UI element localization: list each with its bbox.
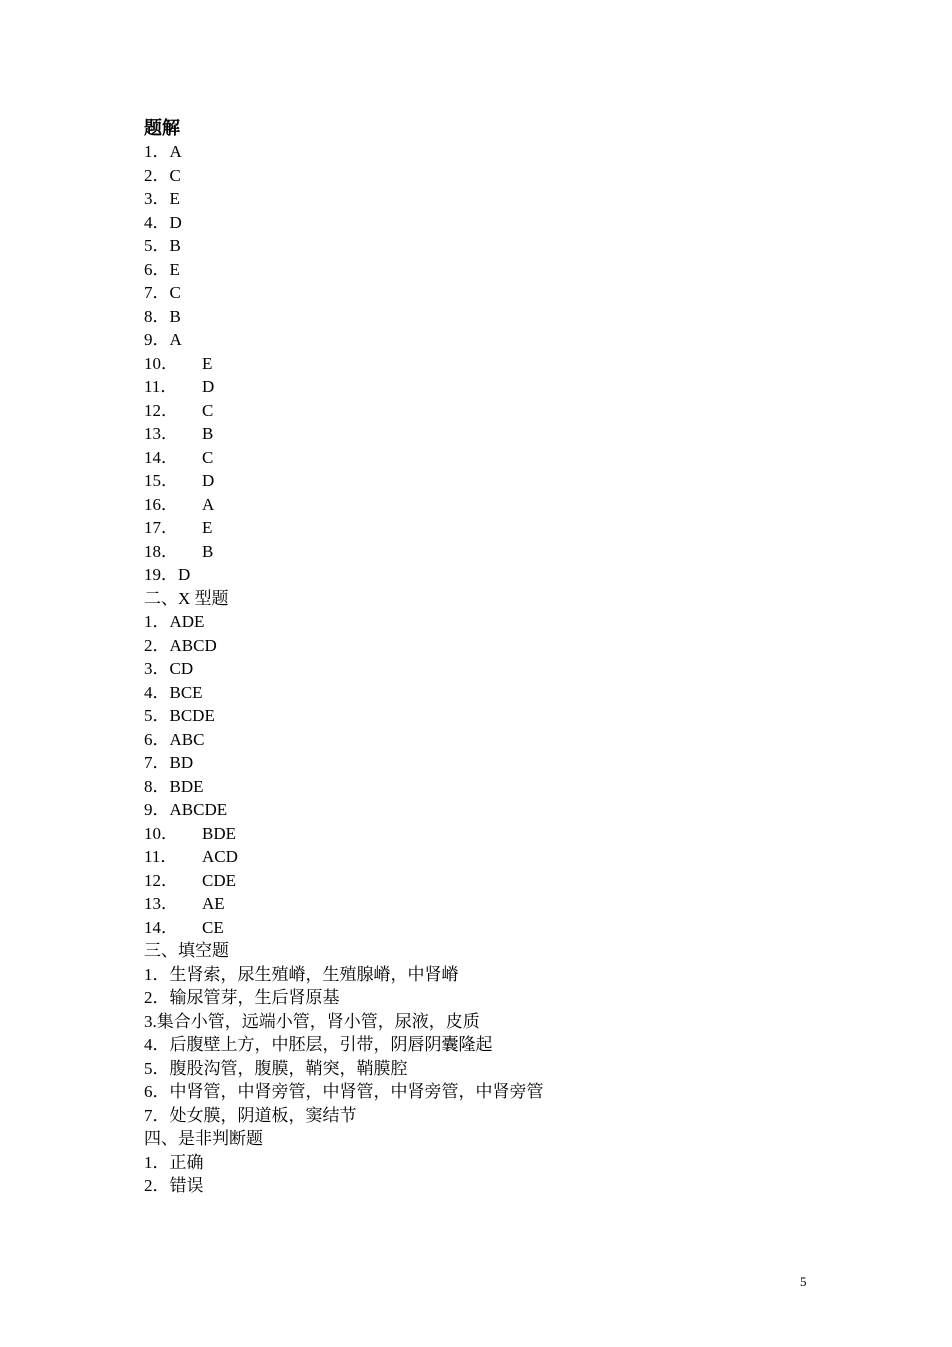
answer-number: 10．	[144, 823, 178, 843]
section-title-fill-in: 三、填空题	[144, 941, 229, 960]
answer-line	[144, 681, 844, 705]
answer-number: 14．	[144, 447, 178, 467]
answer-number: 4．	[144, 212, 170, 232]
answer-number: 6．	[144, 729, 170, 749]
answer-number: 1．	[144, 612, 170, 631]
answer-value: C	[169, 283, 181, 302]
section-title-x-type: 二、X 型题	[144, 588, 229, 608]
answer-number: 4．	[144, 682, 170, 702]
answer-line	[144, 704, 844, 728]
answer-number: 9．	[144, 800, 170, 819]
answer-line	[144, 540, 844, 564]
answer-line: 2．错误	[144, 1176, 204, 1195]
answer-value: A	[202, 494, 215, 514]
answer-line	[144, 352, 844, 376]
answer-line	[144, 258, 844, 282]
answer-number: 9．	[144, 330, 170, 349]
answer-number: 7．	[144, 753, 170, 772]
answer-line	[144, 845, 844, 869]
answer-value: ABC	[169, 729, 205, 749]
answer-value: C	[202, 400, 214, 420]
answer-value: D	[202, 377, 215, 396]
answer-line	[144, 187, 844, 211]
answer-line	[144, 164, 844, 188]
answer-line: 1．生肾索，尿生殖嵴，生殖腺嵴，中肾嵴	[144, 964, 459, 984]
answer-line	[144, 234, 844, 258]
answer-line	[144, 822, 844, 846]
answer-number: 16．	[144, 494, 178, 514]
answer-line: 7．处女膜，阴道板，窦结节	[144, 1105, 357, 1125]
answer-value: D	[178, 565, 191, 584]
answer-number: 8．	[144, 776, 170, 796]
answer-line	[144, 563, 844, 587]
answer-number: 5．	[144, 236, 170, 255]
answer-line	[144, 610, 844, 634]
answer-line	[144, 775, 844, 799]
answer-line	[144, 140, 844, 164]
answer-number: 3．	[144, 189, 170, 208]
answer-line	[144, 634, 844, 658]
answer-value: D	[202, 471, 215, 490]
answer-value: E	[169, 259, 180, 279]
answer-value: E	[169, 189, 180, 208]
answer-line	[144, 728, 844, 752]
answer-line	[144, 798, 844, 822]
answer-number: 12．	[144, 400, 178, 420]
answer-value: CE	[202, 917, 224, 937]
answer-value: A	[169, 142, 182, 161]
fill-in-answers	[144, 963, 844, 1128]
answer-number: 8．	[144, 306, 170, 326]
answer-line	[144, 869, 844, 893]
answer-line	[144, 399, 844, 423]
answer-line	[144, 516, 844, 540]
answer-line	[144, 916, 844, 940]
answer-number: 3．	[144, 659, 170, 678]
answer-value: BDE	[202, 823, 236, 843]
answer-value: CDE	[202, 870, 236, 890]
answer-value: B	[202, 424, 214, 443]
answer-value: ADE	[169, 612, 205, 631]
answer-line	[144, 375, 844, 399]
answer-number: 2．	[144, 635, 170, 655]
answer-line: 3.集合小管，远端小管，肾小管，尿液，皮质	[144, 1011, 480, 1031]
answer-number: 13．	[144, 424, 178, 443]
answer-line	[144, 493, 844, 517]
answer-line: 4．后腹壁上方，中胚层，引带，阴唇阴囊隆起	[144, 1035, 493, 1054]
answer-value: B	[169, 236, 181, 255]
answer-line: 2．输尿管芽，生后肾原基	[144, 988, 340, 1007]
answer-line	[144, 328, 844, 352]
answer-value: C	[169, 165, 181, 185]
answer-value: B	[202, 541, 214, 561]
answer-number: 11．	[144, 377, 178, 396]
answer-value: ACD	[202, 847, 238, 866]
answer-number: 17．	[144, 518, 178, 537]
multiple-choice-answers	[144, 610, 844, 939]
answer-line	[144, 305, 844, 329]
answer-number: 15．	[144, 471, 178, 490]
answer-line: 6．中肾管，中肾旁管，中肾管，中肾旁管，中肾旁管	[144, 1082, 544, 1101]
section-heading: 题解	[144, 118, 180, 138]
answer-line: 5．腹股沟管，腹膜，鞘突，鞘膜腔	[144, 1058, 408, 1078]
answer-line	[144, 422, 844, 446]
answer-number: 2．	[144, 165, 170, 185]
answer-line	[144, 446, 844, 470]
answer-line	[144, 751, 844, 775]
answer-number: 7．	[144, 283, 170, 302]
answer-number: 12．	[144, 870, 178, 890]
page-number: 5	[800, 1274, 807, 1289]
answer-value: B	[169, 306, 181, 326]
answer-value: AE	[202, 894, 225, 913]
answer-line	[144, 657, 844, 681]
single-choice-answers	[144, 140, 844, 587]
answer-line	[144, 281, 844, 305]
answer-content	[144, 116, 844, 1198]
answer-value: BD	[169, 753, 194, 772]
section-title-true-false: 四、是非判断题	[144, 1129, 263, 1148]
answer-number: 11．	[144, 847, 178, 866]
true-false-answers	[144, 1151, 844, 1198]
answer-number: 10．	[144, 353, 178, 373]
answer-value: D	[169, 212, 182, 232]
answer-value: BCE	[169, 682, 203, 702]
answer-line	[144, 892, 844, 916]
answer-value: CD	[169, 659, 194, 678]
answer-number: 19．	[144, 565, 178, 584]
answer-line: 1．正确	[144, 1152, 204, 1172]
answer-value: BDE	[169, 776, 204, 796]
answer-number: 14．	[144, 917, 178, 937]
answer-number: 6．	[144, 259, 170, 279]
answer-value: ABCDE	[169, 800, 228, 819]
answer-value: A	[169, 330, 182, 349]
answer-number: 13．	[144, 894, 178, 913]
answer-value: E	[202, 353, 213, 373]
answer-number: 18．	[144, 541, 178, 561]
answer-value: BCDE	[169, 706, 215, 725]
answer-value: C	[202, 447, 214, 467]
answer-number: 1．	[144, 142, 170, 161]
answer-line	[144, 469, 844, 493]
answer-value: E	[202, 518, 213, 537]
answer-number: 5．	[144, 706, 170, 725]
answer-value: ABCD	[169, 635, 217, 655]
answer-line	[144, 211, 844, 235]
